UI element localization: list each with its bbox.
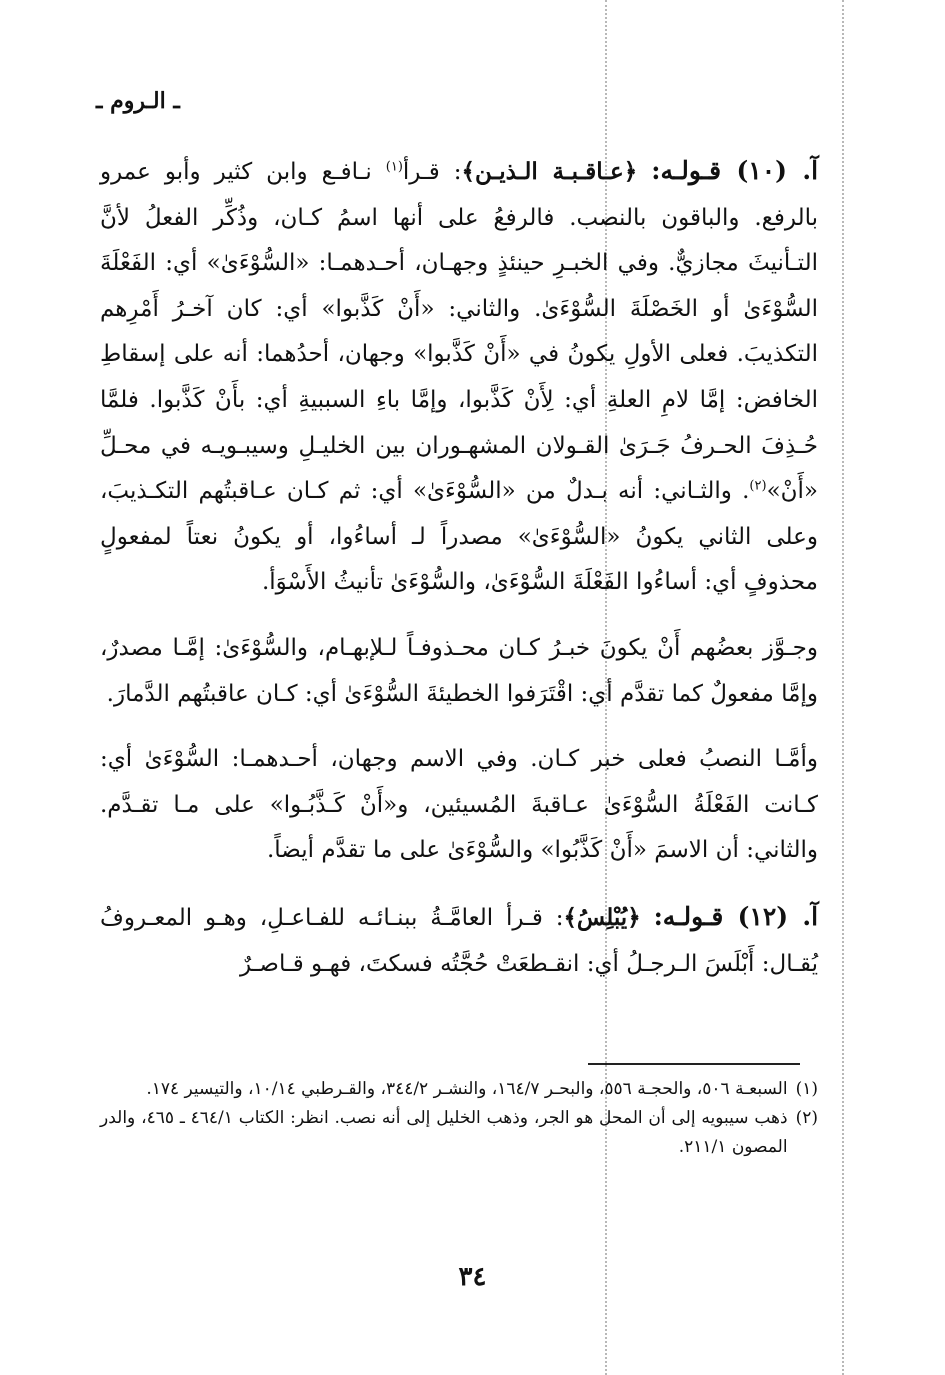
footnote-marker: (١) xyxy=(385,159,403,175)
verse-reference: آ. (١٢) قـولـه: xyxy=(653,901,819,931)
footnote-text: السبعـة ٥٠٦، والحجـة ٥٥٦، والبحـر ١٦٤/٧، والنشـر ٣٤٤/٢، والقـرطبي ١٠/١٤، والتيسير ١٧٤. xyxy=(146,1079,788,1099)
footnote-text: ذهب سيبويه إلى أن المحل هو الجر، وذهب الخليل إلى أنه نصب. انظر: الكتاب ٤٦٤/١ ـ ٤٦٥، والدر المصون ٢١١/١. xyxy=(100,1108,788,1157)
paragraph-verse-10 xyxy=(100,148,818,606)
paragraph-verse-12 xyxy=(100,894,818,987)
paragraph-text: : قـرأ العامَّـةُ ببنـائـه للفـاعـلِ، وهـو المعـروفُ يُقـال: أَبْلَسَ الـرجـلُ أي: انقـطعَتْ حُجَّتُه فسكتَ، فهـو قـاصـرٌ xyxy=(100,904,818,977)
footnote-divider xyxy=(588,1063,800,1065)
main-text xyxy=(100,148,818,1003)
running-header: ـ الـروم ـ xyxy=(96,88,180,114)
paragraph-text: وأمَّـا النصبُ فعلى خبر كـان. وفي الاسم وجهان، أحـدهمـا: السُّوْءَىٰ أي: كـانت الفَعْلَةُ السُّوْءَىٰ عـاقبةَ المُسيئين، و«أَنْ كَـذَّبُـوا» على مـا تقـدَّم. والثاني: أن الاسمَ «أَنْ كَذَّبُوا» والسُّوْءَىٰ على ما تقدَّم أيضاً. xyxy=(100,746,818,864)
quran-quote: ﴿عـاقـبـة الـذيـن﴾ xyxy=(461,158,638,185)
footnote-marker: (٢) xyxy=(749,478,767,494)
footnotes xyxy=(100,1075,818,1162)
footnote xyxy=(100,1104,818,1162)
footnote xyxy=(100,1075,818,1104)
paragraph-text: وجـوَّز بعضُهم أَنْ يكونَ خبـرُ كـان محـذوفـاً لـلإبهـام، والسُّوْءَىٰ: إمَّـا مصدرٌ، وإمَّا مفعولٌ كما تقدَّم أي: اقْتَرَفوا الخطيئةَ السُّوْءَىٰ أي: كـان عاقبتُهم الدَّمارَ. xyxy=(100,634,818,707)
scan-artifact-dots xyxy=(842,0,844,1375)
paragraph-text: : قـرأ xyxy=(402,159,462,185)
quran-quote: ﴿يُبْلِسُ﴾ xyxy=(563,903,641,931)
verse-reference: آ. (١٠) قـولـه: xyxy=(651,156,819,185)
paragraph-text: نـافـع وابن كثير وأبو عمرو بالرفع. والباقون بالنصب. فالرفعُ على أنها اسمُ كـان، وذُكِّر الفعلُ لأنَّ التـأنيثَ مجازيٌّ. وفي الخبـرِ حينئذٍ وجهـان، أحـدهمـا: «السُّوْءَىٰ» أي: الفَعْلَةَ السُّوْءَىٰ أو الخَصْلَةَ السُّوْءَىٰ. والثاني: «أَنْ كَذَّبوا» أي: كان آخـرُ أَمْرِهم التكذيبَ. فعلى الأولِ يكونُ في «أَنْ كَذَّبوا» وجهان، أحدُهما: أنه على إسقاطِ الخافض: إمَّا لامِ العلةِ أي: لِأَنْ كَذَّبوا، وإمَّا باءِ السببيةِ أي: بأَنْ كَذَّبوا. فلمَّا حُـذِفَ الحـرفُ جَـرَىٰ القـولان المشهـوران بين الخليـلِ وسيبـويـه في محـلِّ «أَنْ» xyxy=(100,159,818,505)
footnote-number: (١) xyxy=(795,1079,818,1099)
page-number: ٣٤ xyxy=(458,1262,487,1292)
paragraph-text: . والثـاني: أنه بـدلٌ من «السُّوْءَىٰ» أي: ثم كـان عـاقبتُهم التكـذيبَ، وعلى الثاني يكونُ «السُّوْءَىٰ» مصدراً لـ أساءُوا، أو يكونُ نعتاً لمفعولٍ محذوفٍ أي: أساءُوا الفَعْلَةَ السُّوْءَىٰ، والسُّوْءَىٰ تأنيثُ الأَسْوَأ. xyxy=(100,478,818,596)
footnote-number: (٢) xyxy=(795,1108,818,1128)
